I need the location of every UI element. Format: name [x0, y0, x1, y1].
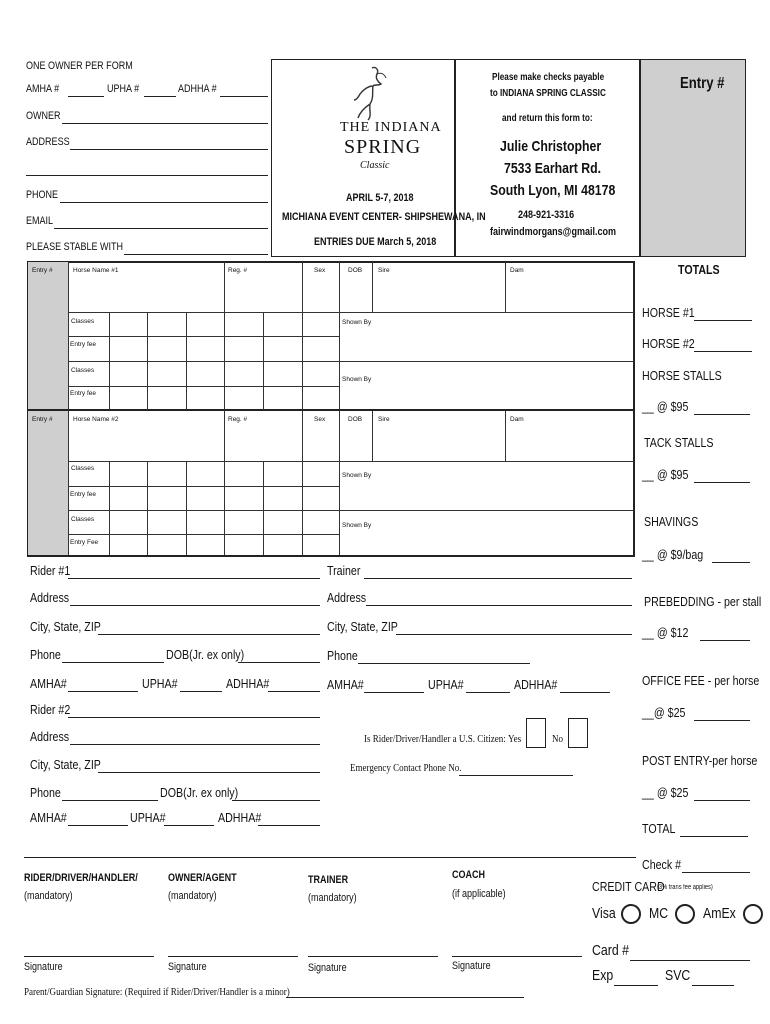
contact-street: 7533 Earhart Rd.	[504, 160, 602, 177]
entry-column-2	[28, 411, 68, 555]
dob-label-1: DOB	[348, 267, 363, 274]
rider-1-city-label: City, State, ZIP	[30, 619, 101, 634]
amex-label: AmEx	[702, 904, 736, 922]
sire-label-2: Sire	[378, 416, 390, 423]
grid-line	[186, 312, 187, 410]
check-field[interactable]	[682, 872, 750, 873]
visa-label: Visa	[592, 904, 616, 922]
owner-field[interactable]	[62, 123, 268, 124]
total-horse-1-field[interactable]	[694, 320, 752, 321]
card-number-field[interactable]	[630, 960, 750, 961]
sig-owner-label: Signature	[168, 961, 207, 973]
owner-label: OWNER	[26, 110, 61, 122]
grid-line	[505, 411, 506, 461]
sig-trainer-title: TRAINER	[308, 874, 349, 886]
sig-owner-mandatory: (mandatory)	[168, 890, 217, 902]
rider-1-upha-label: UPHA#	[142, 676, 178, 691]
contact-phone: 248-921-3316	[518, 209, 575, 221]
exp-label: Exp	[592, 967, 614, 984]
grid-line	[68, 312, 634, 313]
horse-stalls-label: HORSE STALLS	[642, 368, 722, 383]
emergency-field[interactable]	[459, 775, 573, 776]
trainer-adhha-field[interactable]	[560, 692, 610, 693]
entry-column-1	[28, 262, 68, 410]
post-entry-field[interactable]	[694, 800, 750, 801]
rider-2-city-label: City, State, ZIP	[30, 757, 101, 772]
post-entry-label: POST ENTRY-per horse	[642, 753, 758, 768]
citizen-question: Is Rider/Driver/Handler a U.S. Citizen:	[364, 733, 506, 745]
amex-radio[interactable]	[743, 904, 763, 924]
dam-label-2: Dam	[510, 416, 524, 423]
classes-label: Classes	[71, 465, 95, 472]
rider-2-phone-field[interactable]	[62, 800, 158, 801]
grid-line	[263, 312, 264, 410]
rider-1-address-label: Address	[30, 590, 70, 605]
grid-line	[68, 461, 634, 462]
shown-by-label: Shown By	[342, 376, 372, 383]
upha-field[interactable]	[144, 96, 176, 97]
citizen-yes-label: Yes	[508, 733, 522, 745]
logo-text-1: THE INDIANA	[340, 120, 442, 135]
sex-label-1: Sex	[314, 267, 326, 274]
phone-label: PHONE	[26, 189, 59, 201]
entry-label-1: Entry #	[32, 267, 53, 274]
event-venue: MICHIANA EVENT CENTER- SHIPSHEWANA, IN	[282, 211, 486, 223]
tack-stalls-field[interactable]	[694, 482, 750, 483]
trainer-label: Trainer	[327, 563, 361, 578]
shavings-field[interactable]	[712, 562, 750, 563]
entry-fee-label: Entry Fee	[70, 539, 99, 546]
trainer-amha-label: AMHA#	[327, 677, 364, 692]
contact-email: fairwindmorgans@gmail.com	[490, 226, 617, 238]
email-field[interactable]	[54, 228, 268, 229]
stable-field[interactable]	[124, 254, 268, 255]
adhha-label: ADHHA #	[178, 83, 217, 95]
mc-radio[interactable]	[675, 904, 695, 924]
sig-trainer-mandatory: (mandatory)	[308, 892, 357, 904]
amha-label: AMHA #	[26, 83, 60, 95]
rider-2-address-field[interactable]	[70, 744, 320, 745]
rider-2-dob-label: DOB(Jr. ex only)	[160, 785, 239, 800]
sig-coach-note: (if applicable)	[452, 888, 506, 900]
sig-trainer-field[interactable]	[308, 956, 438, 957]
rider-2-adhha-label: ADHHA#	[218, 810, 262, 825]
trainer-address-label: Address	[327, 590, 367, 605]
entry-fee-label: Entry fee	[70, 341, 97, 348]
grid-line	[339, 411, 340, 555]
sig-rdh-title: RIDER/DRIVER/HANDLER/	[24, 872, 138, 884]
citizen-yes-checkbox[interactable]	[526, 718, 546, 748]
exp-field[interactable]	[614, 985, 658, 986]
sig-coach-field[interactable]	[452, 956, 582, 957]
office-fee-rate: __@ $25	[642, 705, 686, 720]
office-fee-field[interactable]	[694, 720, 750, 721]
rider-1-city-field[interactable]	[98, 634, 320, 635]
rider-1-amha-label: AMHA#	[30, 676, 67, 691]
sex-label-2: Sex	[314, 416, 326, 423]
grid-line	[263, 461, 264, 555]
email-label: EMAIL	[26, 215, 54, 227]
rider-2-amha-label: AMHA#	[30, 810, 67, 825]
entry-number-label: Entry #	[680, 75, 725, 92]
checks-line-2: to INDIANA SPRING CLASSIC	[490, 88, 606, 99]
event-dates: APRIL 5-7, 2018	[346, 192, 414, 204]
totals-title: TOTALS	[678, 262, 720, 277]
entry-fee-label: Entry fee	[70, 390, 97, 397]
horse-divider	[28, 409, 634, 411]
svc-label: SVC	[665, 967, 691, 984]
entry-fee-label: Entry fee	[70, 491, 97, 498]
grid-line	[302, 262, 303, 312]
prebedding-rate: __ @ $12	[642, 625, 689, 640]
rider-2-upha-field[interactable]	[164, 825, 214, 826]
rider-2-label: Rider #2	[30, 702, 71, 717]
trainer-amha-field[interactable]	[364, 692, 424, 693]
trainer-phone-field[interactable]	[358, 663, 530, 664]
tack-stalls-label: TACK STALLS	[644, 435, 714, 450]
trainer-city-field[interactable]	[396, 634, 632, 635]
amha-field[interactable]	[68, 96, 104, 97]
grid-line	[109, 461, 110, 555]
classes-label: Classes	[71, 318, 95, 325]
shown-by-label: Shown By	[342, 319, 372, 326]
shavings-rate: __ @ $9/bag	[642, 547, 704, 562]
mc-label: MC	[649, 904, 669, 922]
prebedding-label: PREBEDDING - per stall	[644, 594, 762, 609]
stable-label: PLEASE STABLE WITH	[26, 241, 124, 253]
sig-coach-title: COACH	[452, 869, 486, 881]
trainer-field[interactable]	[364, 578, 632, 579]
horse-name-2-label: Horse Name #2	[73, 416, 119, 423]
credit-card-label: CREDIT CARD	[592, 879, 665, 894]
rider-1-phone-field[interactable]	[62, 662, 164, 663]
signature-divider	[24, 857, 636, 858]
horse-logo-icon	[348, 64, 390, 122]
dob-label-2: DOB	[348, 416, 363, 423]
trainer-city-label: City, State, ZIP	[327, 619, 398, 634]
rider-1-phone-label: Phone	[30, 647, 61, 662]
rider-1-adhha-field[interactable]	[268, 691, 320, 692]
horse-stalls-field[interactable]	[694, 414, 750, 415]
classes-label: Classes	[71, 516, 95, 523]
return-line: and return this form to:	[502, 113, 593, 124]
grid-line	[339, 262, 340, 410]
grid-line	[302, 461, 303, 555]
rider-1-dob-label: DOB(Jr. ex only)	[166, 647, 245, 662]
rider-2-phone-label: Phone	[30, 785, 61, 800]
grid-line	[147, 312, 148, 410]
rider-2-city-field[interactable]	[98, 772, 320, 773]
grid-line	[68, 361, 634, 362]
card-type-row	[592, 904, 763, 924]
reg-label-2: Reg. #	[228, 416, 248, 423]
parent-signature-field[interactable]	[286, 997, 524, 998]
classes-label: Classes	[71, 367, 95, 374]
rider-2-dob-field[interactable]	[232, 800, 320, 801]
grid-line	[147, 461, 148, 555]
tack-stalls-rate: __ @ $95	[642, 467, 689, 482]
rider-1-label: Rider #1	[30, 563, 71, 578]
horse-stalls-rate: __ @ $95	[642, 399, 689, 414]
grid-line	[186, 461, 187, 555]
trainer-adhha-label: ADHHA#	[514, 677, 558, 692]
contact-name: Julie Christopher	[500, 138, 602, 155]
shown-by-label: Shown By	[342, 522, 372, 529]
citizen-no-label: No	[552, 733, 564, 745]
grid-line	[372, 411, 373, 461]
total-label: TOTAL	[642, 821, 676, 836]
trainer-upha-label: UPHA#	[428, 677, 464, 692]
address-label: ADDRESS	[26, 136, 70, 148]
entries-due: ENTRIES DUE March 5, 2018	[314, 236, 437, 248]
grid-line	[372, 262, 373, 312]
parent-signature-label: Parent/Guardian Signature: (Required if Rider/Driver/Handler is a minor)	[24, 986, 290, 998]
phone-field[interactable]	[60, 202, 268, 203]
total-horse-2-field[interactable]	[694, 351, 752, 352]
rider-1-upha-field[interactable]	[180, 691, 222, 692]
rider-2-address-label: Address	[30, 729, 70, 744]
check-label: Check #	[642, 857, 682, 872]
sig-owner-field[interactable]	[168, 956, 298, 957]
total-horse-2: HORSE #2	[642, 336, 695, 351]
sig-rdh-label: Signature	[24, 961, 63, 973]
address-field-2[interactable]	[26, 175, 268, 176]
grid-line	[224, 312, 225, 410]
address-field[interactable]	[70, 149, 268, 150]
trainer-phone-label: Phone	[327, 648, 358, 663]
grid-line	[224, 461, 225, 555]
post-entry-rate: __ @ $25	[642, 785, 689, 800]
sig-rdh-mandatory: (mandatory)	[24, 890, 73, 902]
rider-1-address-field[interactable]	[70, 605, 320, 606]
entry-label-2: Entry #	[32, 416, 53, 423]
rider-2-field[interactable]	[68, 717, 320, 718]
sig-trainer-label: Signature	[308, 962, 347, 974]
grid-line	[302, 312, 303, 410]
emergency-label: Emergency Contact Phone No.	[350, 762, 462, 774]
rider-2-adhha-field[interactable]	[258, 825, 320, 826]
grid-line	[224, 411, 225, 461]
shavings-label: SHAVINGS	[644, 514, 699, 529]
rider-2-amha-field[interactable]	[68, 825, 128, 826]
rider-2-upha-label: UPHA#	[130, 810, 166, 825]
sig-owner-title: OWNER/AGENT	[168, 872, 237, 884]
rider-1-dob-field[interactable]	[238, 662, 320, 663]
grid-line	[224, 262, 225, 312]
logo-text-2: SPRING	[344, 136, 422, 158]
grid-line	[505, 262, 506, 312]
shown-by-label: Shown By	[342, 472, 372, 479]
grid-line	[68, 510, 634, 511]
horse-name-1-label: Horse Name #1	[73, 267, 119, 274]
total-field[interactable]	[680, 836, 748, 837]
rider-1-amha-field[interactable]	[68, 691, 138, 692]
rider-1-field[interactable]	[68, 578, 320, 579]
logo-text-3: Classic	[360, 160, 390, 171]
svc-field[interactable]	[692, 985, 734, 986]
prebedding-field[interactable]	[700, 640, 750, 641]
trainer-upha-field[interactable]	[466, 692, 510, 693]
reg-label-1: Reg. #	[228, 267, 248, 274]
checks-line-1: Please make checks payable	[492, 72, 605, 83]
sire-label-1: Sire	[378, 267, 390, 274]
visa-radio[interactable]	[621, 904, 641, 924]
adhha-field[interactable]	[220, 96, 268, 97]
form-note: ONE OWNER PER FORM	[26, 60, 133, 72]
sig-coach-label: Signature	[452, 960, 491, 972]
grid-line	[109, 312, 110, 410]
trainer-address-field[interactable]	[366, 605, 632, 606]
citizen-no-checkbox[interactable]	[568, 718, 588, 748]
credit-card-note: (3% trans fee applies)	[657, 884, 713, 891]
sig-rdh-field[interactable]	[24, 956, 154, 957]
rider-1-adhha-label: ADHHA#	[226, 676, 270, 691]
dam-label-1: Dam	[510, 267, 524, 274]
contact-city: South Lyon, MI 48178	[490, 182, 616, 199]
total-horse-1: HORSE #1	[642, 305, 695, 320]
upha-label: UPHA #	[107, 83, 140, 95]
office-fee-label: OFFICE FEE - per horse	[642, 673, 760, 688]
card-number-label: Card #	[592, 942, 629, 959]
grid-line	[302, 411, 303, 461]
